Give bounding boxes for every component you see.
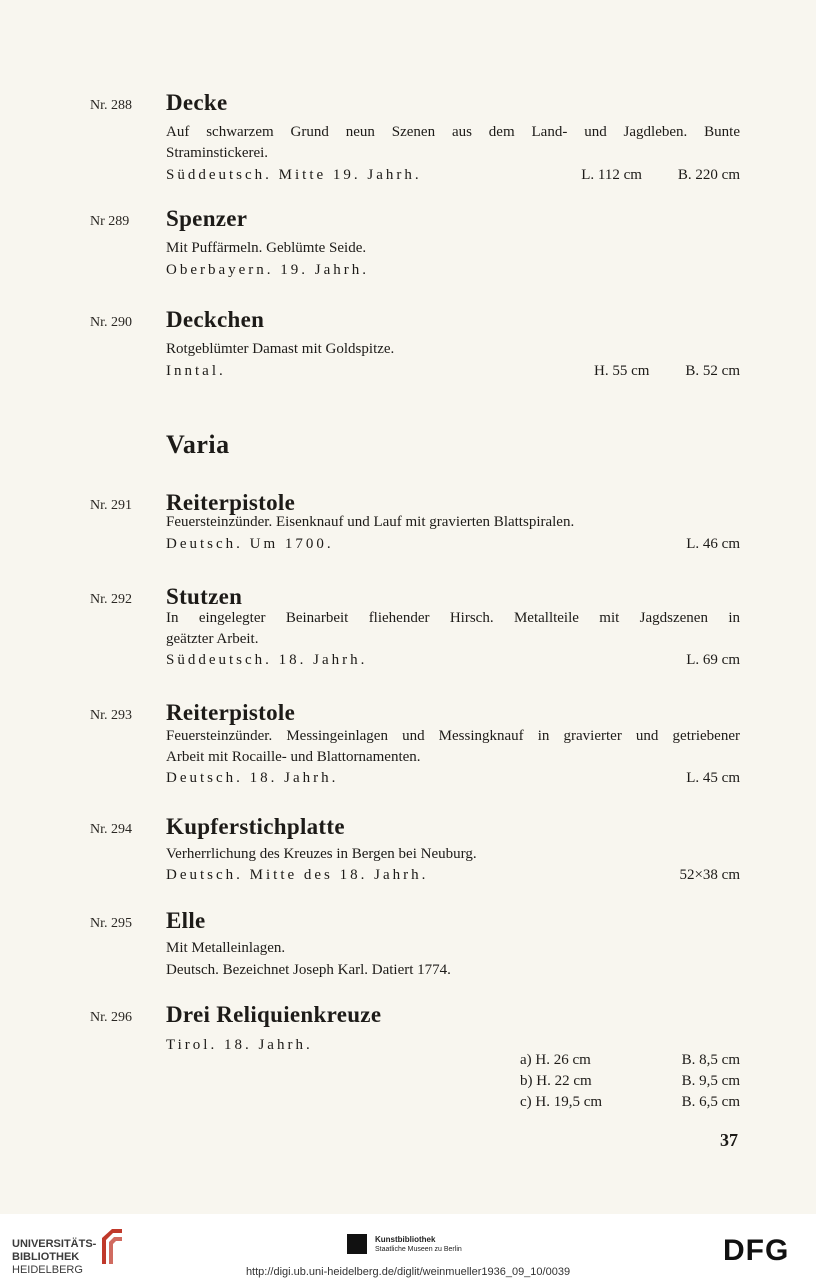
- variant-label: a): [520, 1052, 532, 1068]
- entry-number: Nr. 288: [90, 98, 132, 113]
- measure-length: L. 112 cm: [581, 167, 642, 183]
- library-name-line: BIBLIOTHEK: [12, 1251, 80, 1263]
- entry-number: Nr. 293: [90, 708, 132, 723]
- entry-origin: Deutsch. Mitte des 18. Jahrh.: [166, 867, 429, 883]
- entry-title: Reiterpistole: [166, 490, 296, 515]
- variant-height: [520, 1052, 591, 1069]
- library-name-line: UNIVERSITÄTS-: [12, 1238, 97, 1250]
- variant-width: B. 8,5 cm: [681, 1052, 740, 1068]
- entry-origin: Deutsch. Bezeichnet Joseph Karl. Datiert 1774.: [166, 962, 451, 978]
- entry-title: Stutzen: [166, 584, 243, 609]
- entry-description-line: Feuersteinzünder. Eisenknauf und Lauf mit gravierten Blattspiralen.: [166, 514, 575, 530]
- variant-height-value: H. 19,5 cm: [535, 1094, 603, 1110]
- measure-length: L. 46 cm: [686, 536, 740, 552]
- entry-measures: [686, 536, 740, 553]
- entry-description-line: Rotgeblümter Damast mit Goldspitze.: [166, 341, 395, 357]
- variant-width: B. 9,5 cm: [681, 1073, 740, 1089]
- entry-description-line: In eingelegter Beinarbeit fliehender Hirsch. Metallteile mit Jagdszenen in: [166, 610, 740, 626]
- variant-height: [520, 1094, 602, 1111]
- measure-width: B. 52 cm: [685, 363, 740, 379]
- measure-length: L. 45 cm: [686, 770, 740, 786]
- variant-label: b): [520, 1073, 533, 1089]
- entry-description-line: Feuersteinzünder. Messingeinlagen und Messingknauf in gravierter und getriebener: [166, 728, 740, 744]
- entry-number: Nr. 294: [90, 822, 132, 837]
- entry-number: Nr. 295: [90, 916, 132, 931]
- entry-title: Drei Reliquienkreuze: [166, 1002, 382, 1027]
- variant-width: B. 6,5 cm: [681, 1094, 740, 1110]
- entry-origin: Deutsch. 18. Jahrh.: [166, 770, 339, 786]
- entry-measures: [686, 770, 740, 787]
- entry-title: Spenzer: [166, 206, 248, 231]
- entry-description-line: Mit Metalleinlagen.: [166, 940, 286, 956]
- entry-origin: Süddeutsch. 18. Jahrh.: [166, 652, 368, 668]
- entry-description-line: Mit Puffärmeln. Geblümte Seide.: [166, 240, 367, 256]
- kunstbibliothek-name: Kunstbibliothek: [375, 1235, 436, 1244]
- entry-description-line: Auf schwarzem Grund neun Szenen aus dem Land- und Jagdleben. Bunte: [166, 124, 740, 140]
- entry-number: Nr. 290: [90, 315, 132, 330]
- variant-label: c): [520, 1094, 532, 1110]
- entry-title: Decke: [166, 90, 228, 115]
- page-number: 37: [720, 1130, 738, 1150]
- library-emblem-icon: [98, 1226, 124, 1266]
- measure-length: L. 69 cm: [686, 652, 740, 668]
- entry-number: Nr. 292: [90, 592, 132, 607]
- measure-width: B. 220 cm: [677, 167, 740, 183]
- entry-description-line: geätzter Arbeit.: [166, 631, 259, 647]
- variant-height-value: H. 22 cm: [536, 1073, 592, 1089]
- dfg-logo[interactable]: DFG: [723, 1234, 790, 1267]
- entry-measures: [594, 363, 740, 380]
- entry-title: Deckchen: [166, 307, 265, 332]
- entry-measures: [686, 652, 740, 669]
- entry-origin: Inntal.: [166, 363, 226, 379]
- entry-number: Nr. 291: [90, 498, 132, 513]
- variant-height-value: H. 26 cm: [535, 1052, 591, 1068]
- measure-height: H. 55 cm: [593, 363, 650, 379]
- entry-description-line: Arbeit mit Rocaille- und Blattornamenten.: [166, 749, 421, 765]
- variant-height: [520, 1073, 592, 1090]
- entry-number: Nr 289: [90, 214, 130, 229]
- entry-title: Elle: [166, 908, 206, 933]
- section-heading: Varia: [166, 430, 230, 459]
- entry-number: Nr. 296: [90, 1010, 132, 1025]
- entry-origin: Deutsch. Um 1700.: [166, 536, 334, 552]
- entry-origin: Süddeutsch. Mitte 19. Jahrh.: [166, 167, 422, 183]
- entry-origin: Oberbayern. 19. Jahrh.: [166, 262, 370, 278]
- source-url[interactable]: http://digi.ub.uni-heidelberg.de/diglit/weinmueller1936_09_10/0039: [245, 1266, 571, 1278]
- library-name-line: HEIDELBERG: [12, 1264, 83, 1276]
- entry-title: Kupferstichplatte: [166, 814, 345, 839]
- entry-description-line: Verherrlichung des Kreuzes in Bergen bei Neuburg.: [166, 846, 477, 862]
- entry-origin: Tirol. 18. Jahrh.: [166, 1037, 313, 1053]
- entry-title: Reiterpistole: [166, 700, 296, 725]
- kunstbibliothek-subtitle: Staatliche Museen zu Berlin: [375, 1246, 462, 1253]
- measure-dimensions: 52×38 cm: [679, 867, 740, 883]
- entry-description-line: Straminstickerei.: [166, 145, 269, 161]
- entry-measures: [679, 867, 740, 884]
- entry-measures: [581, 167, 740, 184]
- kunstbibliothek-mark-icon: [347, 1234, 367, 1254]
